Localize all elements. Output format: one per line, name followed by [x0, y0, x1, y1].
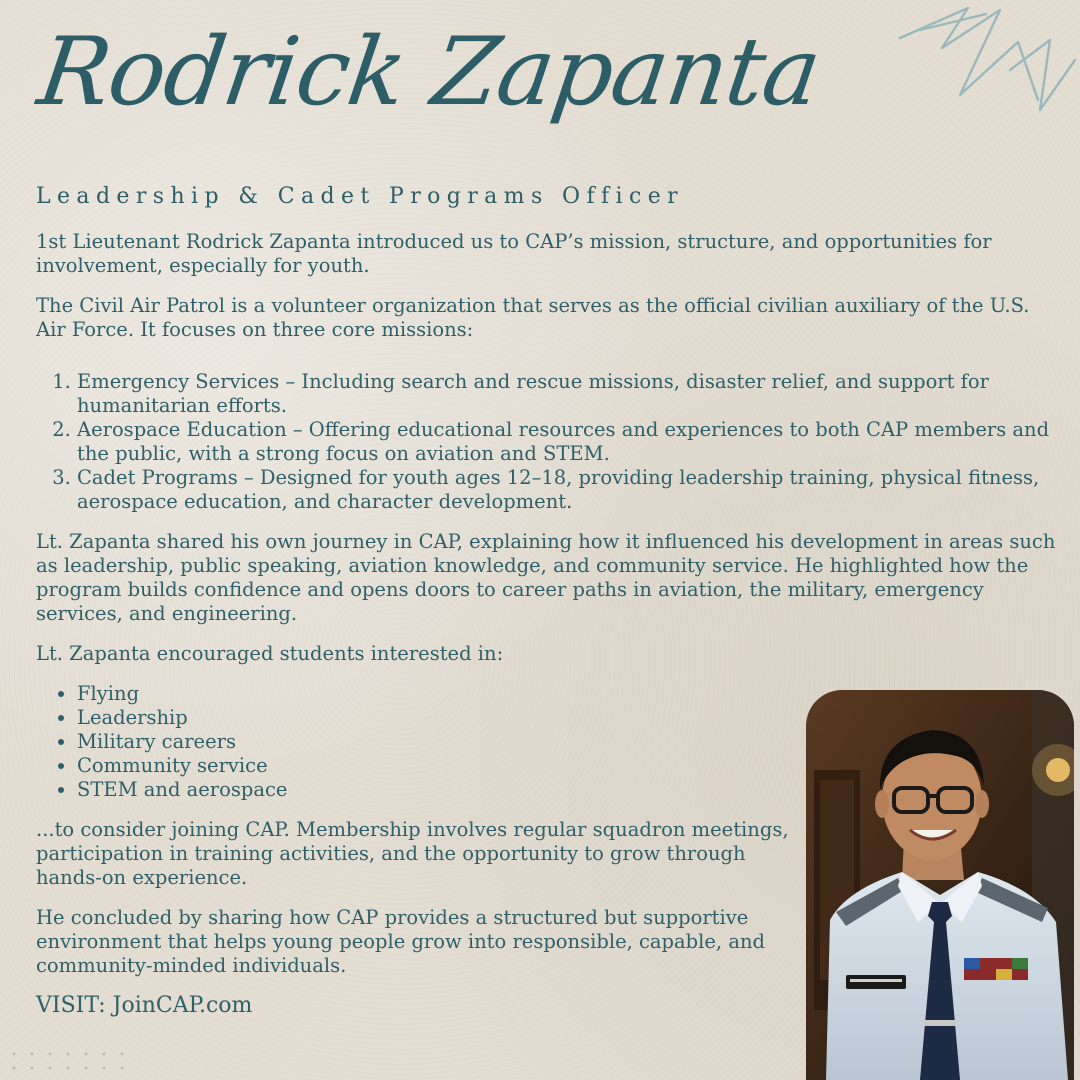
list-item: 2. Aerospace Education – Offering educational resources and experiences to both CAP members and the public, with a strong focus on aviation and STEM.: [77, 418, 1060, 466]
list-item: 1. Emergency Services – Including search and rescue missions, disaster relief, and support for humanitarian efforts.: [77, 370, 1060, 418]
about-paragraph: The Civil Air Patrol is a volunteer organization that serves as the official civilian auxiliary of the U.S. Air Force. It focuses on three core missions:: [36, 294, 1030, 341]
list-item: • Flying: [77, 682, 1060, 706]
list-item: • Community service: [77, 754, 1060, 778]
visit-link[interactable]: VISIT: JoinCAP.com: [36, 993, 253, 1018]
list-item: • Leadership: [77, 706, 1060, 730]
page-title: Rodrick Zapanta: [32, 18, 827, 127]
journey-paragraph: Lt. Zapanta shared his own journey in CAP, explaining how it influenced his development in areas such as leadership, public speaking, aviation knowledge, and community service. He highlighted how the program builds confidence and opens doors to career paths in aviation, the military, emergency services, and engineering.: [36, 530, 1056, 625]
joining-paragraph: ...to consider joining CAP. Membership involves regular squadron meetings, participation in training activities, and the opportunity to grow through hands-on experience.: [36, 818, 789, 889]
intro-paragraph: 1st Lieutenant Rodrick Zapanta introduced us to CAP’s mission, structure, and opportunities for involvement, especially for youth.: [36, 230, 992, 277]
spacer: [36, 358, 1060, 370]
list-item: • Military careers: [77, 730, 1060, 754]
decorative-scribble: [890, 0, 1080, 150]
encouraged-paragraph: Lt. Zapanta encouraged students interested in:: [36, 642, 504, 665]
conclusion-paragraph: He concluded by sharing how CAP provides a structured but supportive environment that helps young people grow into responsible, capable, and community-minded individuals.: [36, 906, 765, 977]
missions-list: [36, 370, 1060, 514]
subtitle: Leadership & Cadet Programs Officer: [36, 184, 685, 209]
portrait-photo: [806, 690, 1074, 1080]
decorative-dots: [8, 1046, 138, 1076]
list-item: 3. Cadet Programs – Designed for youth ages 12–18, providing leadership training, physical fitness, aerospace education, and character development.: [77, 466, 1060, 514]
list-item: • STEM and aerospace: [77, 778, 1060, 802]
